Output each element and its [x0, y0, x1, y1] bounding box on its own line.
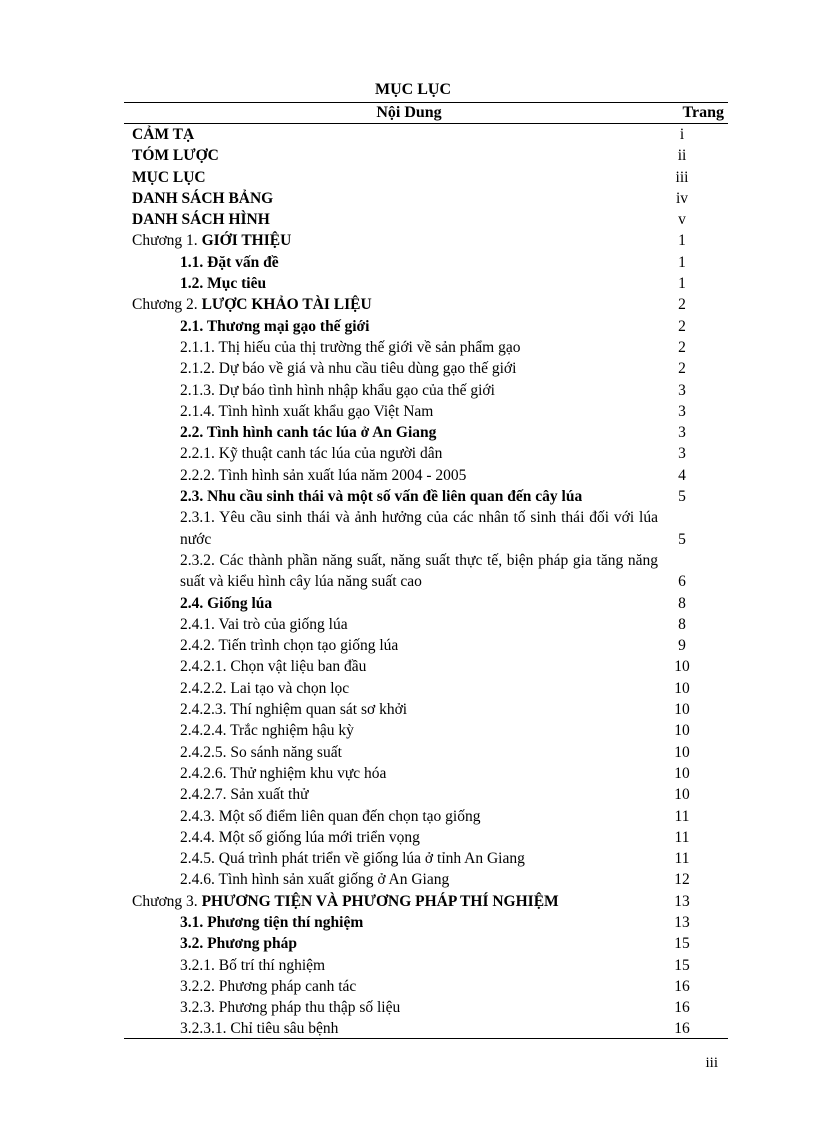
toc-header [124, 102, 728, 124]
toc-entry-page: 13 [674, 892, 690, 910]
chapter-name: PHƯƠNG TIỆN VÀ PHƯƠNG PHÁP THÍ NGHIỆM [201, 892, 559, 910]
chapter-prefix: Chương 3. [132, 892, 202, 910]
toc-entry-title: 2.3.1. Yêu cầu sinh thái và ảnh hưởng của các nhân tố sinh thái đối với lúa nước [180, 509, 658, 548]
toc-row [124, 912, 728, 933]
toc-row [124, 209, 728, 230]
toc-entry-page: 3 [678, 402, 686, 420]
toc-row [124, 252, 728, 273]
toc-row [124, 294, 728, 315]
toc-row [124, 316, 728, 337]
toc-row [124, 763, 728, 784]
toc-row [124, 465, 728, 486]
toc-entry-title: 2.1.2. Dự báo về giá và nhu cầu tiêu dùng gạo thế giới [180, 360, 517, 378]
toc-row [124, 635, 728, 656]
toc-entry-title [132, 230, 658, 251]
toc-entry-page: 5 [678, 530, 686, 548]
toc-row [124, 827, 728, 848]
toc-entry-page: 6 [678, 573, 686, 591]
toc-entries [124, 124, 728, 1040]
toc-row [124, 656, 728, 677]
toc-entry-page: iv [675, 189, 689, 207]
toc-entry-title: 2.4.5. Quá trình phát triển về giống lúa ở tỉnh An Giang [180, 850, 525, 868]
page-title [124, 80, 728, 100]
toc-entry-page: i [679, 126, 685, 143]
toc-entry-page: 11 [674, 828, 690, 846]
chapter-name: GIỚI THIỆU [201, 232, 292, 250]
toc-entry-title: 2.1.3. Dự báo tình hình nhập khẩu gạo của thế giới [180, 381, 495, 399]
toc-entry-page: 10 [674, 764, 690, 782]
toc-row [124, 443, 728, 464]
toc-entry-title: DANH SÁCH HÌNH [132, 211, 270, 229]
toc-row [124, 869, 728, 890]
toc-entry-title: 2.4.4. Một số giống lúa mới triển vọng [180, 828, 420, 846]
toc-row [124, 380, 728, 401]
toc-row [124, 784, 728, 805]
toc-row [124, 933, 728, 954]
toc-entry-title: CẢM TẠ [132, 126, 195, 143]
toc-entry-title: 2.4.2.5. So sánh năng suất [180, 743, 342, 761]
toc-entry-title: 2.4. Giống lúa [180, 594, 273, 612]
toc-entry-page: v [678, 211, 686, 229]
toc-row [124, 550, 728, 593]
toc-entry-title: TÓM LƯỢC [132, 147, 219, 165]
toc-entry-title: DANH SÁCH BẢNG [132, 189, 274, 207]
toc-entry-title: 3.2.3.1. Chỉ tiêu sâu bệnh [180, 1020, 339, 1038]
toc-entry-title: 2.3.2. Các thành phần năng suất, năng suất thực tế, biện pháp gia tăng năng suất và kiểu hình cây lúa năng suất cao [180, 551, 658, 591]
toc-entry-title: 1.1. Đặt vấn đề [180, 253, 279, 271]
chapter-prefix: Chương 2. [132, 296, 202, 314]
toc-entry-page: 5 [678, 488, 686, 506]
toc-entry-page: 2 [678, 338, 686, 356]
toc-entry-page: iii [675, 168, 689, 186]
toc-entry-page: 2 [678, 317, 686, 335]
toc-row [124, 422, 728, 443]
toc-entry-page: 1 [678, 253, 686, 271]
toc-row [124, 848, 728, 869]
toc-row [124, 358, 728, 379]
toc-row [124, 806, 728, 827]
toc-entry-page: 3 [678, 424, 686, 442]
toc-entry-title: 3.2. Phương pháp [180, 935, 297, 953]
toc-entry-title: 1.2. Mục tiêu [180, 275, 267, 293]
toc-entry-title: 2.2. Tình hình canh tác lúa ở An Giang [180, 424, 437, 442]
toc-entry-page: 10 [674, 743, 690, 761]
toc-entry-title: 2.4.2.7. Sản xuất thử [180, 786, 309, 804]
toc-entry-title: 2.4.2. Tiến trình chọn tạo giống lúa [180, 637, 399, 655]
toc-row [124, 699, 728, 720]
toc-entry-title: 3.1. Phương tiện thí nghiệm [180, 913, 364, 931]
toc-entry-page: 4 [678, 466, 686, 484]
toc-entry-page: 10 [674, 786, 690, 804]
toc-entry-page: 8 [678, 594, 686, 612]
toc-row [124, 720, 728, 741]
toc-entry-title: 2.4.2.1. Chọn vật liệu ban đầu [180, 658, 367, 676]
chapter-name: LƯỢC KHẢO TÀI LIỆU [201, 296, 372, 314]
toc-entry-page: 1 [678, 275, 686, 293]
toc-entry-title: 3.2.1. Bố trí thí nghiệm [180, 956, 326, 974]
toc-row [124, 891, 728, 912]
toc-entry-title [132, 891, 658, 912]
chapter-prefix: Chương 1. [132, 232, 202, 250]
toc-entry-page: 10 [674, 679, 690, 697]
toc-entry-title: 2.4.2.4. Trắc nghiệm hậu kỳ [180, 722, 354, 740]
toc-entry-page: 9 [678, 637, 686, 655]
toc-row [124, 401, 728, 422]
toc-entry-title: 2.3. Nhu cầu sinh thái và một số vấn đề liên quan đến cây lúa [180, 488, 583, 506]
toc-entry-page: 16 [674, 999, 690, 1017]
toc-row [124, 614, 728, 635]
toc-row [124, 976, 728, 997]
toc-entry-title: 2.4.2.6. Thử nghiệm khu vực hóa [180, 764, 387, 782]
toc-entry-page: 3 [678, 445, 686, 463]
bottom-rule [124, 1038, 728, 1039]
header-page-label: Trang [682, 104, 724, 121]
toc-entry-title: 2.2.1. Kỹ thuật canh tác lúa của người dân [180, 445, 443, 463]
toc-entry-page: 15 [674, 956, 690, 974]
toc-entry-page: ii [677, 147, 687, 165]
toc-row [124, 188, 728, 209]
toc-entry-title: 3.2.3. Phương pháp thu thập số liệu [180, 999, 401, 1017]
toc-entry-page: 1 [678, 232, 686, 250]
toc-entry-title: 2.1.1. Thị hiếu của thị trường thế giới về sản phẩm gạo [180, 338, 521, 356]
toc-entry-page: 2 [678, 296, 686, 314]
toc-row [124, 145, 728, 166]
toc-entry-page: 8 [678, 615, 686, 633]
header-content-label: Nội Dung [376, 104, 442, 121]
toc-entry-title: 3.2.2. Phương pháp canh tác [180, 977, 357, 995]
toc-row [124, 997, 728, 1018]
toc-entry-title [132, 294, 658, 315]
toc-entry-title: 2.4.2.3. Thí nghiệm quan sát sơ khởi [180, 701, 408, 719]
toc-entry-title: MỤC LỤC [132, 168, 206, 186]
toc-entry-page: 16 [674, 977, 690, 995]
toc-entry-page: 2 [678, 360, 686, 378]
toc-entry-page: 12 [674, 871, 690, 889]
toc-entry-page: 15 [674, 935, 690, 953]
toc-row [124, 955, 728, 976]
toc-row [124, 742, 728, 763]
toc-entry-title: 2.4.6. Tình hình sản xuất giống ở An Giang [180, 871, 450, 889]
toc-row [124, 230, 728, 251]
toc-entry-title: 2.4.1. Vai trò của giống lúa [180, 615, 348, 633]
page-number: iii [705, 1055, 718, 1071]
toc-entry-page: 10 [674, 658, 690, 676]
toc-entry-title: 2.1. Thương mại gạo thế giới [180, 317, 370, 335]
toc-entry-page: 13 [674, 913, 690, 931]
toc-entry-page: 10 [674, 701, 690, 719]
toc-entry-title: 2.4.3. Một số điểm liên quan đến chọn tạo giống [180, 807, 481, 825]
toc-entry-page: 10 [674, 722, 690, 740]
page-title-text: MỤC LỤC [375, 81, 451, 98]
toc-entry-page: 3 [678, 381, 686, 399]
toc-entry-page: 11 [674, 807, 690, 825]
toc-entry-title: 2.4.2.2. Lai tạo và chọn lọc [180, 679, 350, 697]
toc-row [124, 124, 728, 145]
toc-row [124, 337, 728, 358]
toc-row [124, 1018, 728, 1039]
toc-entry-page: 11 [674, 850, 690, 868]
toc-row [124, 273, 728, 294]
toc-entry-title: 2.1.4. Tình hình xuất khẩu gạo Việt Nam [180, 402, 434, 420]
toc-row [124, 593, 728, 614]
toc-row [124, 167, 728, 188]
toc-row [124, 678, 728, 699]
toc-row [124, 507, 728, 550]
toc-entry-page: 16 [674, 1020, 690, 1038]
toc-row [124, 486, 728, 507]
toc-entry-title: 2.2.2. Tình hình sản xuất lúa năm 2004 - 2005 [180, 466, 467, 484]
